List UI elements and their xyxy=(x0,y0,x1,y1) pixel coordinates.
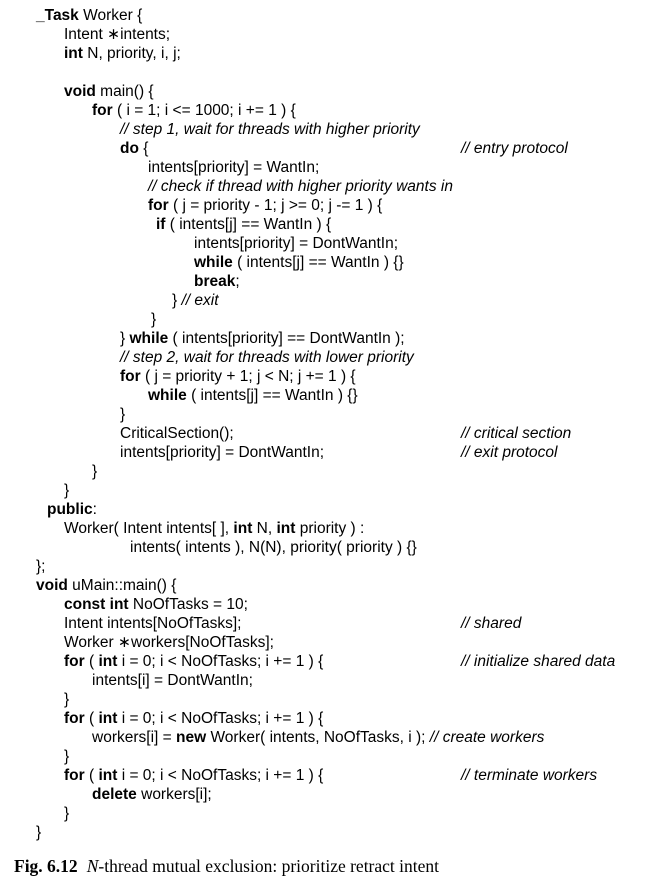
code-segment: NoOfTasks = 10; xyxy=(128,596,248,613)
code-segment: } xyxy=(64,805,70,822)
code-text xyxy=(0,519,364,538)
code-line xyxy=(0,25,656,44)
code-text xyxy=(0,690,69,709)
code-text xyxy=(0,671,253,690)
code-line xyxy=(0,196,656,215)
keyword: int xyxy=(276,520,296,537)
keyword: void xyxy=(64,83,96,100)
code-segment: ( xyxy=(84,710,99,727)
code-line xyxy=(0,177,656,196)
code-text xyxy=(0,348,414,367)
code-segment: i = 0; i < NoOfTasks; i += 1 ) { xyxy=(117,653,324,670)
keyword: int xyxy=(98,653,118,670)
code-text xyxy=(0,272,240,291)
code-text xyxy=(0,120,420,139)
code-line xyxy=(0,462,656,481)
code-segment: intents[priority] = DontWantIn; xyxy=(194,235,399,252)
code-segment: intents[i] = DontWantIn; xyxy=(92,672,253,689)
keyword: delete xyxy=(92,786,137,803)
code-line xyxy=(0,538,656,557)
margin-comment: // entry protocol xyxy=(461,140,568,157)
code-segment: ( xyxy=(84,653,99,670)
code-text xyxy=(0,443,324,462)
caption-lead-italic: N xyxy=(86,856,99,876)
code-segment: intents[priority] = DontWantIn; xyxy=(120,444,325,461)
caption-fig-label: Fig. 6.12 xyxy=(14,856,78,876)
keyword: for xyxy=(92,102,113,119)
code-text xyxy=(0,785,212,804)
code-text xyxy=(0,500,97,519)
code-line xyxy=(0,386,656,405)
code-segment: } xyxy=(64,482,70,499)
code-line xyxy=(0,272,656,291)
code-line xyxy=(0,747,656,766)
code-segment: } xyxy=(172,292,182,309)
code-segment: N, xyxy=(252,520,277,537)
code-text xyxy=(0,367,356,386)
code-segment: workers[i] = xyxy=(92,729,176,746)
code-text xyxy=(0,823,41,842)
keyword: for xyxy=(120,368,141,385)
code-segment: } xyxy=(36,824,42,841)
keyword: while xyxy=(129,330,169,347)
code-segment: CriticalSection(); xyxy=(120,425,234,442)
code-line xyxy=(0,44,656,63)
code-line xyxy=(0,481,656,500)
margin-comment: // initialize shared data xyxy=(461,653,616,670)
code-segment: } xyxy=(151,311,157,328)
code-segment: } xyxy=(120,330,130,347)
code-text xyxy=(0,158,319,177)
code-segment: ( j = priority + 1; j < N; j += 1 ) { xyxy=(140,368,356,385)
comment: // step 2, wait for threads with lower priority xyxy=(120,349,414,366)
code-line xyxy=(0,671,656,690)
margin-comment: // exit protocol xyxy=(461,444,558,461)
code-segment: }; xyxy=(36,558,46,575)
code-text xyxy=(0,614,241,633)
code-text xyxy=(0,709,323,728)
code-segment: Worker ∗workers[NoOfTasks]; xyxy=(64,634,274,651)
code-text xyxy=(0,329,405,348)
keyword: if xyxy=(156,216,166,233)
code-line xyxy=(0,158,656,177)
code-line xyxy=(0,367,656,386)
code-segment: ( intents[j] == WantIn ) {} xyxy=(186,387,358,404)
caption-text: -thread mutual exclusion: prioritize retract intent xyxy=(98,856,440,876)
code-line xyxy=(0,652,656,671)
code-line xyxy=(0,709,656,728)
keyword: new xyxy=(175,729,207,746)
code-line xyxy=(0,139,656,158)
code-segment: workers[i]; xyxy=(136,786,212,803)
code-text xyxy=(0,576,176,595)
code-segment: ( i = 1; i <= 1000; i += 1 ) { xyxy=(112,102,296,119)
code-text xyxy=(0,462,97,481)
code-segment: ( j = priority - 1; j >= 0; j -= 1 ) { xyxy=(168,197,383,214)
code-segment: } xyxy=(64,691,70,708)
code-text xyxy=(0,538,417,557)
figure-caption xyxy=(14,854,439,878)
code-segment: priority ) : xyxy=(295,520,365,537)
code-segment: Worker( intents, NoOfTasks, i ); xyxy=(206,729,430,746)
keyword: for xyxy=(64,653,85,670)
code-line xyxy=(0,101,656,120)
code-line xyxy=(0,785,656,804)
code-segment: intents( intents ), N(N), priority( priority ) {} xyxy=(130,539,417,556)
keyword: do xyxy=(120,140,139,157)
code-text xyxy=(0,177,453,196)
code-text xyxy=(0,215,331,234)
code-line xyxy=(0,804,656,823)
code-text xyxy=(0,196,382,215)
keyword: int xyxy=(233,520,253,537)
code-text xyxy=(0,234,398,253)
code-segment: } xyxy=(64,748,70,765)
code-line xyxy=(0,424,656,443)
code-text xyxy=(0,310,156,329)
code-line xyxy=(0,443,656,462)
code-line xyxy=(0,405,656,424)
keyword: int xyxy=(64,45,83,62)
code-segment: N, priority, i, j; xyxy=(82,45,181,62)
code-line xyxy=(0,728,656,747)
code-line xyxy=(0,595,656,614)
code-text xyxy=(0,595,248,614)
code-text xyxy=(0,633,274,652)
code-text xyxy=(0,652,323,671)
code-line xyxy=(0,633,656,652)
code-segment: ; xyxy=(235,273,240,290)
code-segment: Intent intents[NoOfTasks]; xyxy=(64,615,242,632)
code-text xyxy=(0,139,148,158)
code-line xyxy=(0,310,656,329)
code-line xyxy=(0,6,656,25)
code-text xyxy=(0,766,323,785)
code-line xyxy=(0,557,656,576)
comment: // exit xyxy=(181,292,219,309)
code-text xyxy=(0,424,234,443)
code-line xyxy=(0,500,656,519)
code-text xyxy=(0,481,69,500)
margin-comment: // critical section xyxy=(461,425,572,442)
code-line xyxy=(0,120,656,139)
code-segment: Intent ∗intents; xyxy=(64,26,171,43)
code-line xyxy=(0,63,656,82)
code-line xyxy=(0,614,656,633)
code-line xyxy=(0,253,656,272)
code-text xyxy=(0,747,69,766)
code-text xyxy=(0,728,544,747)
code-segment: } xyxy=(92,463,98,480)
code-segment: i = 0; i < NoOfTasks; i += 1 ) { xyxy=(117,767,324,784)
keyword: break xyxy=(194,273,236,290)
code-text xyxy=(0,557,45,576)
keyword: int xyxy=(98,710,118,727)
code-segment: i = 0; i < NoOfTasks; i += 1 ) { xyxy=(117,710,324,727)
code-line xyxy=(0,519,656,538)
keyword: public xyxy=(47,501,93,518)
code-text xyxy=(0,804,69,823)
code-text xyxy=(0,253,404,272)
code-text xyxy=(0,6,142,25)
keyword: const int xyxy=(64,596,129,613)
keyword: for xyxy=(64,767,85,784)
code-segment: main() { xyxy=(95,83,154,100)
code-line xyxy=(0,576,656,595)
code-segment: : xyxy=(92,501,97,518)
keyword: void xyxy=(36,577,68,594)
code-text xyxy=(0,44,181,63)
comment: // check if thread with higher priority wants in xyxy=(148,178,453,195)
code-text xyxy=(0,25,170,44)
keyword: for xyxy=(148,197,169,214)
code-line xyxy=(0,234,656,253)
code-text xyxy=(0,386,358,405)
code-line xyxy=(0,215,656,234)
code-line xyxy=(0,291,656,310)
code-text xyxy=(0,82,154,101)
code-segment: { xyxy=(138,140,149,157)
margin-comment: // shared xyxy=(461,615,522,632)
code-text xyxy=(0,405,125,424)
code-line xyxy=(0,348,656,367)
code-segment: ( intents[j] == WantIn ) { xyxy=(165,216,332,233)
code-segment: uMain::main() { xyxy=(67,577,177,594)
margin-comment: // terminate workers xyxy=(461,767,598,784)
keyword: while xyxy=(148,387,187,404)
comment: // step 1, wait for threads with higher priority xyxy=(120,121,420,138)
code-segment: ( xyxy=(84,767,99,784)
code-segment: ( intents[j] == WantIn ) {} xyxy=(232,254,404,271)
code-line xyxy=(0,690,656,709)
code-text xyxy=(0,291,219,310)
code-line xyxy=(0,766,656,785)
code-segment: ( intents[priority] == DontWantIn ); xyxy=(168,330,405,347)
keyword: for xyxy=(64,710,85,727)
code-segment: } xyxy=(120,406,126,423)
code-text xyxy=(0,101,296,120)
code-listing xyxy=(0,6,656,842)
code-line xyxy=(0,82,656,101)
keyword: int xyxy=(98,767,118,784)
code-line xyxy=(0,329,656,348)
code-line xyxy=(0,823,656,842)
keyword: _Task xyxy=(36,7,79,24)
code-segment: intents[priority] = WantIn; xyxy=(148,159,320,176)
keyword: while xyxy=(194,254,233,271)
comment: // create workers xyxy=(429,729,545,746)
code-segment: Worker { xyxy=(78,7,143,24)
code-segment: Worker( Intent intents[ ], xyxy=(64,520,234,537)
